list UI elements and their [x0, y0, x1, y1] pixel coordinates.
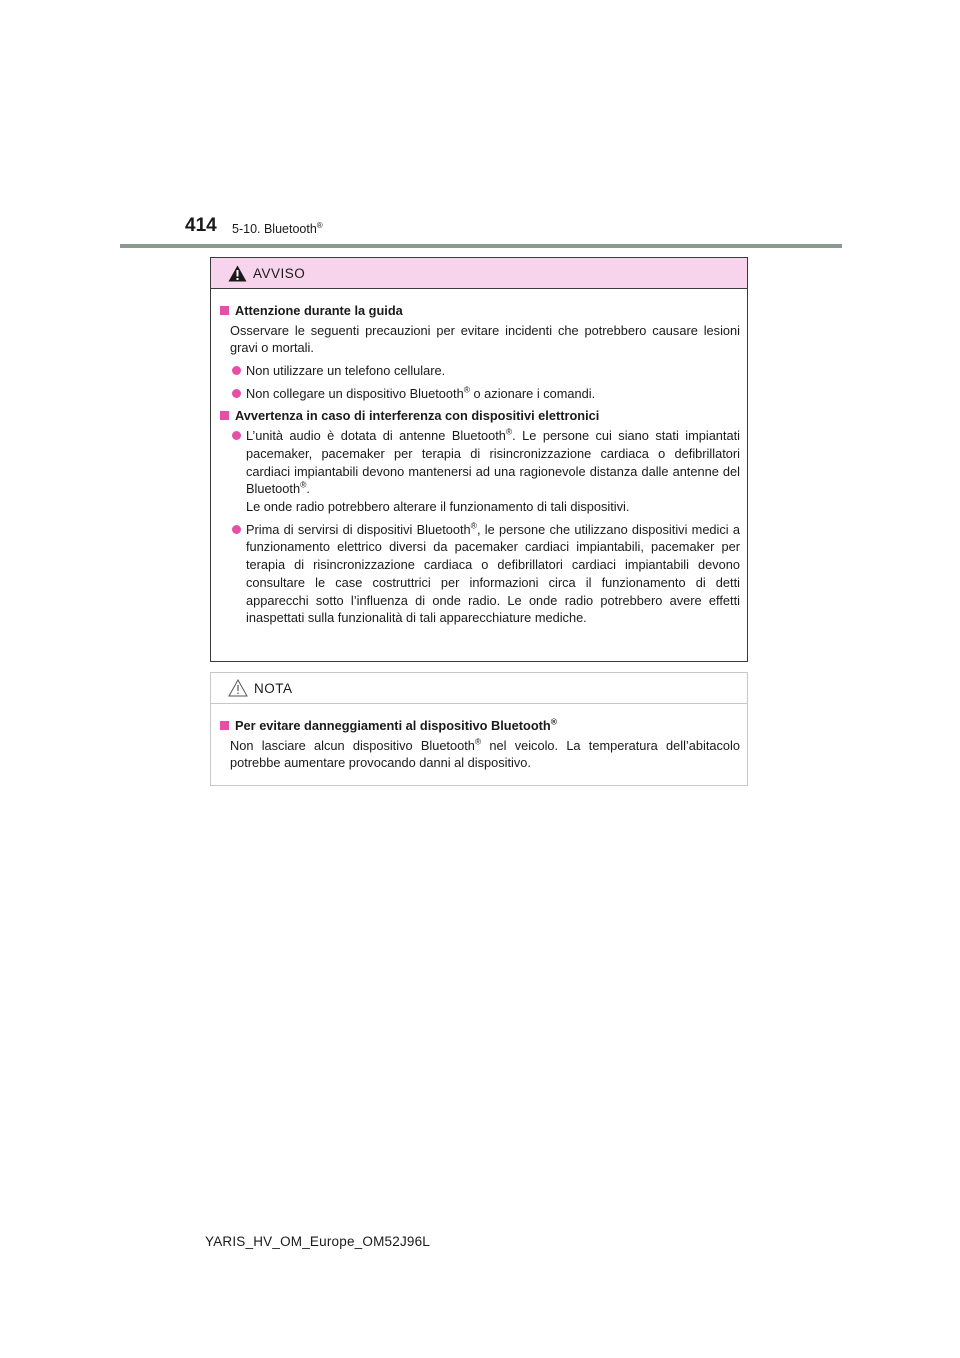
warning-triangle-icon	[228, 265, 247, 282]
text-part: , le persone che utilizzano dispositivi medici a funzionamento elettrico diversi da pacemaker cardiaci impiantabili, pacemaker per terapia di risincronizzazione cardiaca o defibrillatori cardiaci impiantabili devono consultare le case costruttrici per informazioni circa il funzionamento di detti apparecchi sotto l’influenza di onde radio. Le onde radio potrebbero avere effetti inaspettati sulla funzionalità di tali apparecchiature mediche.	[246, 521, 741, 626]
note-heading	[219, 717, 740, 735]
text-part: . Le persone cui siano stati impiantati pacemaker, pacemaker per terapia di risincronizzazione cardiaca o defibrillatori cardiaci impiantabili devono mantenersi ad una ragionevole distanza dalle antenne del Bluetooth	[246, 428, 740, 497]
reg-mark: ®	[470, 520, 477, 531]
reg-mark: ®	[550, 716, 557, 727]
reg-mark: ®	[474, 736, 482, 747]
list-item	[219, 427, 740, 516]
round-bullet-icon	[232, 366, 241, 375]
square-bullet-icon	[220, 411, 229, 420]
warning-heading-2	[219, 407, 740, 425]
text-part: Prima di servirsi di dispositivi Bluetooth	[246, 521, 471, 537]
note-body	[211, 704, 747, 772]
list-item	[219, 385, 740, 403]
square-bullet-icon	[220, 306, 229, 315]
round-bullet-icon	[232, 525, 241, 534]
list-item-text: Non utilizzare un telefono cellulare.	[246, 363, 446, 379]
list-item-text	[246, 385, 740, 403]
reg-mark: ®	[463, 384, 470, 395]
text-part: Non collegare un dispositivo Bluetooth	[246, 385, 464, 401]
note-box	[210, 672, 748, 786]
note-heading-text	[235, 717, 557, 735]
note-header	[211, 673, 747, 704]
warning-intro: Osservare le seguenti precauzioni per evitare incidenti che potrebbero causare lesioni gravi o mortali.	[230, 322, 740, 356]
text-line: Le onde radio potrebbero alterare il funzionamento di tali dispositivi.	[246, 499, 630, 515]
warning-box	[210, 257, 748, 662]
reg-mark: ®	[300, 480, 307, 491]
round-bullet-icon	[232, 431, 241, 440]
reg-mark: ®	[316, 220, 323, 230]
text-part: Non lasciare alcun dispositivo Bluetooth	[230, 737, 475, 753]
text-part: .	[306, 481, 310, 497]
caution-triangle-icon	[228, 679, 248, 697]
warning-heading-2-text: Avvertenza in caso di interferenza con dispositivi elettronici	[235, 407, 600, 423]
list-item	[219, 521, 740, 627]
list-item	[219, 362, 740, 380]
header-rule	[120, 244, 842, 248]
square-bullet-icon	[220, 721, 229, 730]
warning-body	[211, 289, 747, 627]
text-part: nel veicolo. La temperatura dell’abitacolo potrebbe aumentare provocando danni al dispositivo.	[230, 737, 740, 771]
warning-title: AVVISO	[253, 265, 306, 281]
warning-heading-1	[219, 302, 740, 320]
footer-code: YARIS_HV_OM_Europe_OM52J96L	[205, 1234, 431, 1249]
list-item-text	[246, 521, 740, 627]
warning-header	[211, 258, 747, 289]
note-text	[219, 737, 740, 772]
reg-mark: ®	[505, 426, 513, 437]
list-item-text	[246, 427, 740, 516]
warning-heading-1-text: Attenzione durante la guida	[235, 303, 403, 318]
section-title	[232, 222, 323, 236]
section-text: 5-10. Bluetooth	[232, 222, 317, 236]
round-bullet-icon	[232, 389, 241, 398]
text-part: L’unità audio è dotata di antenne Bluetooth	[246, 428, 506, 444]
note-title: NOTA	[254, 680, 293, 696]
page-number: 414	[185, 215, 217, 236]
text-part: Per evitare danneggiamenti al dispositivo Bluetooth	[235, 718, 551, 733]
text-part: o azionare i comandi.	[469, 385, 596, 401]
